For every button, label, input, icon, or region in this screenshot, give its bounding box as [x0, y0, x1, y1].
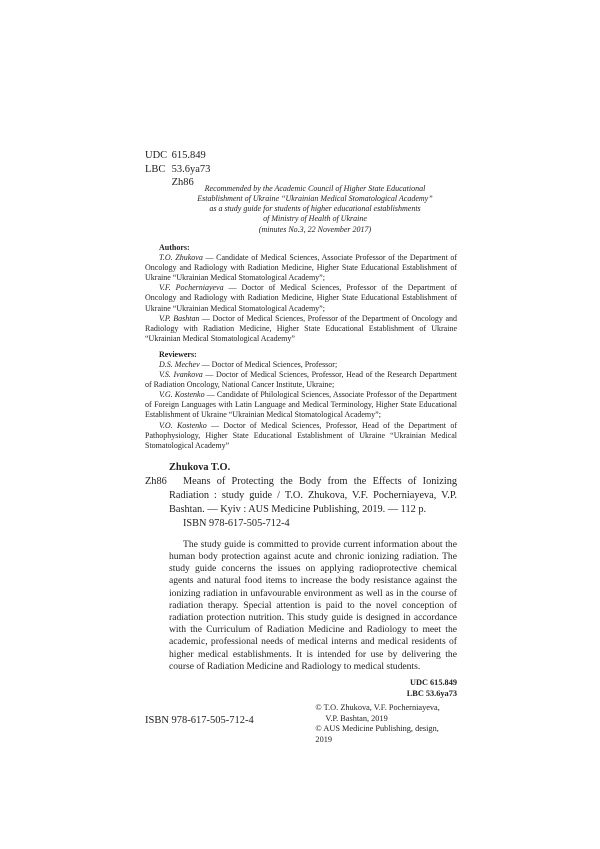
reviewer-desc: — Doctor of Medical Sciences, Professor; [199, 360, 338, 370]
reviewer-desc: — Doctor of Medical Sciences, Professor, Head of the Research Department of Radiation Oncology, National Cancer Institute, Ukraine; [145, 370, 457, 390]
author-desc: — Doctor of Medical Sciences, Professor of the Department of Oncology and Radiology with Radiation Medicine, Higher State Educational Establishment of Ukraine “Ukrainian Medical Stomatological Academy”; [145, 283, 457, 313]
reviewer-item [145, 360, 457, 370]
abstract: The study guide is committed to provide current information about the human body protection against acute and chronic ionizing radiation. The study guide concerns the issues on applying radioprotective chemical agents and natural food items to increase the body resistance against the ionizing radiation in unfavourable environment as well as in the course of radiation therapy. Special attention is paid to the novel conception of radiation protection nutrition. This study guide is designed in accordance with the Curriculum of Radiation Medicine and Radiology to meet the academic, professional needs of medical interns and medical residents of higher medical establishments. It is intended for use by delivering the course of Radiation Medicine and Radiology to medical students. [169, 538, 457, 672]
copyright-line: © T.O. Zhukova, V.F. Pocherniayeva, [315, 703, 440, 713]
reviewer-item [145, 390, 457, 420]
reviewers-heading: Reviewers: [159, 349, 197, 359]
recommendation-line: (minutes No.3, 22 November 2017) [258, 224, 372, 234]
author-name: V.P. Bashtan [159, 313, 200, 323]
author-item [145, 253, 457, 283]
author-name: T.O. Zhukova [159, 253, 203, 263]
page-column [145, 149, 457, 745]
reviewer-item [145, 421, 457, 451]
udc-code: 615.849 [171, 150, 206, 161]
isbn-bottom: ISBN 978-617-505-712-4 [145, 715, 254, 727]
reviewer-desc: — Doctor of Medical Sciences, Professor, Head of the Department of Pathophysiology, Higher State Educational Establishment of Ukraine “Ukrainian Medical Stomatological Academy” [145, 420, 458, 450]
bottom-section [145, 703, 457, 745]
reviewer-name: V.S. Ivankova [159, 370, 203, 380]
author-desc: — Doctor of Medical Sciences, Professor of the Department of Oncology and Radiology with Radiation Medicine, Higher State Educational Establishment of Ukraine “Ukrainian Medical Stomatological Academy” [145, 313, 458, 343]
copyright [315, 703, 457, 745]
classification-right [145, 677, 457, 699]
credits [145, 243, 457, 451]
lbc-label: LBC [145, 163, 166, 175]
entry-description: Means of Protecting the Body from the Effects of Ionizing Radiation : study guide / T.O. Zhukova, V.F. Pocherniayeva, V.P. Bashtan. — Kyiv : AUS Medicine Publishing, 2019. — 112 p. [169, 475, 457, 515]
recommendation-line: of Ministry of Health of Ukraine [263, 214, 367, 224]
entry-isbn: ISBN 978-617-505-712-4 [183, 517, 290, 529]
author-item [145, 283, 457, 313]
author-mark: Zh86 [171, 177, 194, 188]
lbc-right: LBC 53.6ya73 [406, 689, 457, 699]
reviewer-desc: — Candidate of Philological Sciences, Associate Professor of the Department of Foreign Languages with Latin Language and Medical Terminology, Higher State Educational Establishment of Ukraine “Ukrainian Medical Stomatological Academy”; [145, 390, 458, 420]
udc-label: UDC [145, 150, 168, 161]
reviewer-name: V.O. Kostenko [159, 420, 207, 430]
lbc-code: 53.6ya73 [171, 163, 211, 175]
recommendation-line: Establishment of Ukraine “Ukrainian Medical Stomatological Academy” [197, 193, 433, 203]
recommendation-line: as a study guide for students of higher educational establishments [209, 204, 421, 214]
author-item [145, 314, 457, 344]
author-desc: — Candidate of Medical Sciences, Associate Professor of the Department of Oncology and Radiology with Radiation Medicine, Higher State Educational Establishment of Ukraine “Ukrainian Medical Stomatological Academy”; [145, 253, 458, 283]
author-name: V.F. Pocherniayeva [159, 283, 224, 293]
reviewer-name: D.S. Mechev [159, 360, 200, 370]
recommendation-note [170, 184, 460, 235]
copyright-line: © AUS Medicine Publishing, design, 2019 [315, 724, 439, 744]
recommendation-line: Recommended by the Academic Council of Higher State Educational [204, 183, 426, 193]
authors-heading: Authors: [159, 242, 190, 252]
catalog-entry [145, 461, 457, 531]
entry-author: Zhukova T.O. [169, 461, 231, 473]
udc-right: UDC 615.849 [409, 678, 457, 688]
copyright-line: V.P. Bashtan, 2019 [325, 713, 388, 723]
reviewer-item [145, 370, 457, 390]
entry-mark: Zh86 [145, 475, 167, 487]
reviewer-name: V.G. Kostenko [159, 390, 205, 400]
